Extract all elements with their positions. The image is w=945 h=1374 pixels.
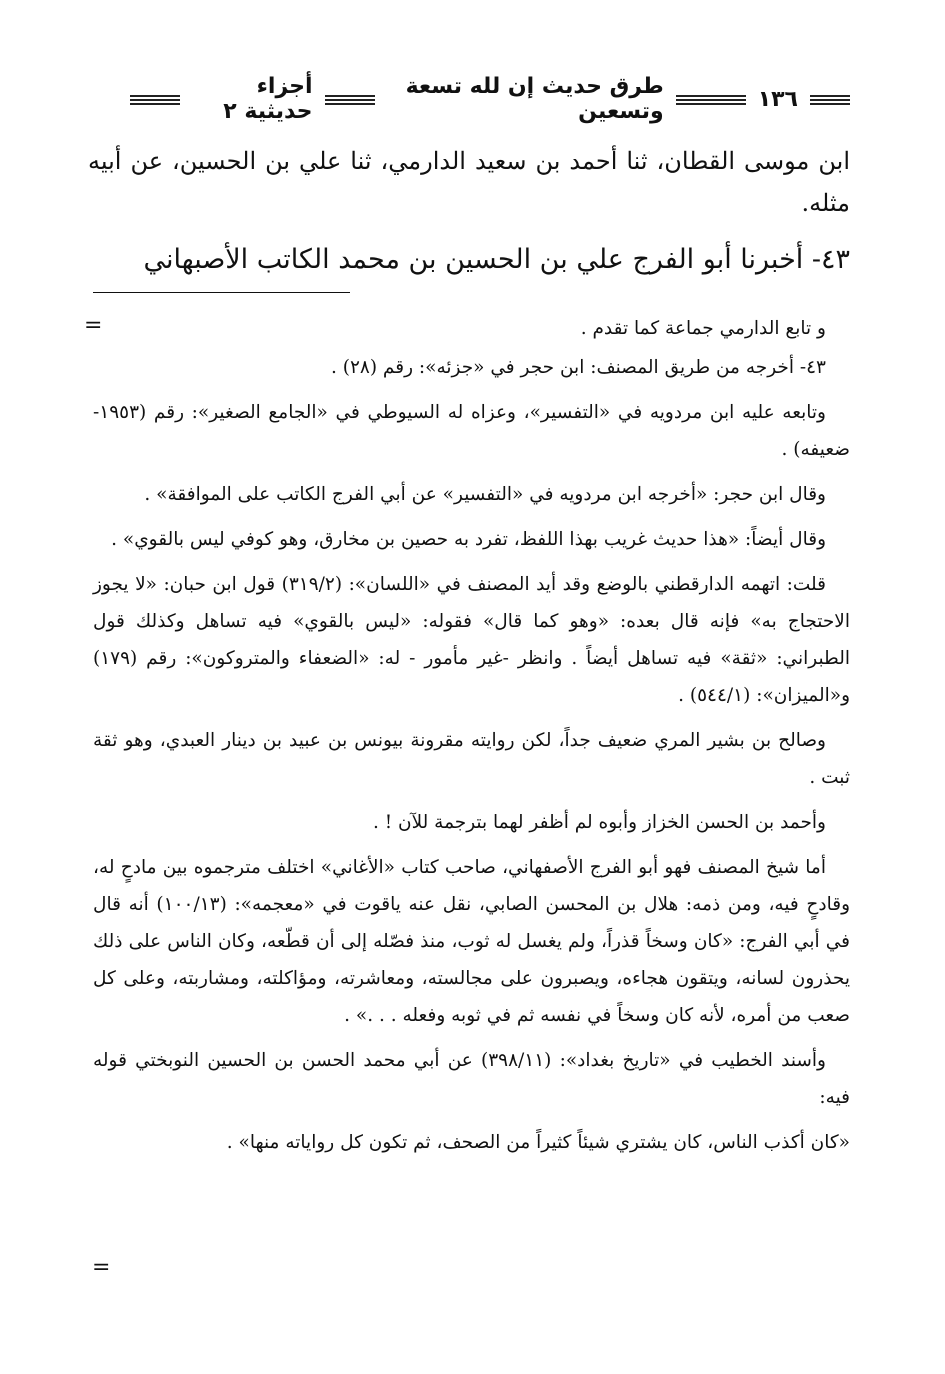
footnotes: [93, 310, 850, 1169]
header-rule: [325, 93, 375, 105]
continuation-mark-bottom: =: [92, 1255, 111, 1280]
footnote-paragraph: وصالح بن بشير المري ضعيف جداً، لكن روايته مقرونة بيونس بن عبيد بن دينار العبدي، وهو ثقة ثبت .: [93, 730, 850, 788]
continuation-mark: =: [84, 313, 103, 338]
footnote-paragraph: وتابعه عليه ابن مردويه في «التفسير»، وعزاه له السيوطي في «الجامع الصغير»: رقم (١٩٥٣- ضعيفه) .: [93, 402, 850, 460]
running-title: طرق حديث إن لله تسعة وتسعين: [405, 74, 664, 124]
footnote-paragraph: وقال ابن حجر: «أخرجه ابن مردويه في «التفسير» عن أبي الفرج الكاتب على الموافقة» .: [144, 484, 826, 505]
header-rule: [676, 93, 746, 105]
header-rule: [130, 93, 180, 105]
header-rule: [810, 93, 850, 105]
main-text: [88, 140, 850, 224]
page-number: ١٣٦: [757, 86, 798, 112]
footnote-paragraph: وأحمد بن الحسن الخزاز وأبوه لم أظفر لهما بترجمة للآن ! .: [372, 812, 826, 833]
footnote-paragraph: «كان أكذب الناس، كان يشتري شيئاً كثيراً من الصحف، ثم تكون كل رواياته منها» .: [226, 1132, 850, 1153]
footnote-paragraph: و تابع الدارمي جماعة كما تقدم .: [580, 318, 826, 339]
footnote-paragraph: أما شيخ المصنف فهو أبو الفرج الأصفهاني، صاحب كتاب «الأغاني» اختلف مترجموه بين مادحٍ له، وقادحٍ فيه، ومن ذمه: هلال بن المحسن الصابي، نقل عنه ياقوت في «معجمه»: (١٠٠/١٣) أنه قال في أبي الفرج: «كان وسخاً قذراً، ولم يغسل له ثوب، منذ فصّله إلى أن قطّعه، وكان الناس على ذلك يحذرون لسانه، ويتقون هجاءه، ويصبرون على مجالسته، ومعاشرته، ومؤاكلته، ومشاربته، وعلى كل صعب من أمره، لأنه كان وسخاً في نفسه ثم في ثوبه وفعله . . .» .: [93, 857, 851, 1026]
footnote-paragraph: وقال أيضاً: «هذا حديث غريب بهذا اللفظ، تفرد به حصين بن مخارق، وهو كوفي ليس بالقوي» .: [111, 529, 826, 550]
hadith-heading: ٤٣- أخبرنا أبو الفرج علي بن الحسين بن محمد الكاتب الأصبهاني: [143, 244, 850, 275]
footnote-paragraph: ٤٣- أخرجه من طريق المصنف: ابن حجر في «جزئه»: رقم (٢٨) .: [330, 357, 826, 378]
series-title: أجزاء حديثية ٢: [223, 74, 313, 124]
footnote-paragraph: وأسند الخطيب في «تاريخ بغداد»: (٣٩٨/١١) عن أبي محمد الحسن بن الحسين النوبختي قوله فيه:: [93, 1050, 850, 1108]
footnote-paragraph: قلت: اتهمه الدارقطني بالوضع وقد أيد المصنف في «اللسان»: (٣١٩/٢) قول ابن حبان: «لا يجوز الاحتجاج به» فإنه قال بعده: «وهو كما قال» فقوله: «ليس بالقوي» فيه تساهل وكذلك قول الطبراني: «ثقة» فيه تساهل أيضاً . وانظر -غير مأمور - له: «الضعفاء والمتروكون»: رقم (١٧٩) و«الميزان»: (٥٤٤/١) .: [93, 574, 850, 706]
page-header: [130, 74, 850, 124]
continuation-paragraph: ابن موسى القطان، ثنا أحمد بن سعيد الدارمي، ثنا علي بن الحسين، عن أبيه مثله.: [88, 147, 851, 217]
footnote-separator: [93, 292, 350, 293]
